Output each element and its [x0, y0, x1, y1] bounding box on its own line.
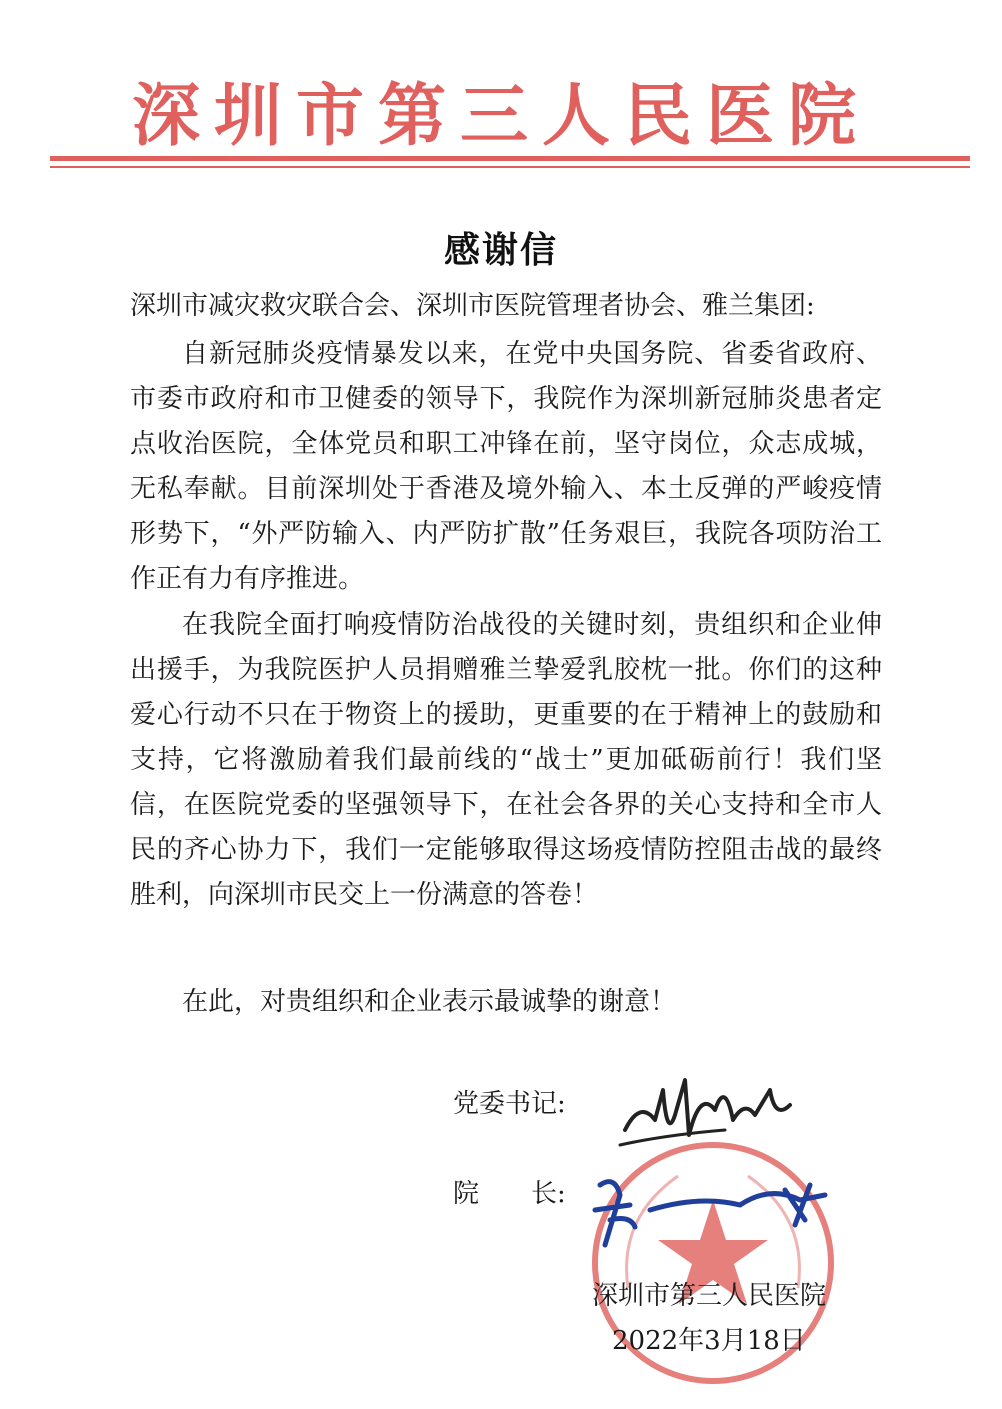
- issue-date: 2022年3月18日: [612, 1326, 806, 1356]
- issuer-name: 深圳市第三人民医院: [592, 1281, 827, 1311]
- paragraph-3: 在此，对贵组织和企业表示最诚挚的谢意！: [182, 987, 677, 1017]
- party-secretary-signature: [605, 1060, 805, 1160]
- letter-title: 感谢信: [443, 230, 558, 271]
- paragraph-1: 自新冠肺炎疫情暴发以来，在党中央国务院、省委省政府、市委市政府和市卫健委的领导下，我院作为深圳新冠肺炎患者定点收治医院，全体党员和职工冲锋在前，坚守岗位，众志成城，无私奉献。目前深圳处于香港及境外输入、本土反弹的严峻疫情形势下，“外严防输入、内严防扩散”任务艰巨，我院各项防治工作正有力有序推进。: [130, 339, 882, 594]
- letterhead-rule-thin: [50, 166, 970, 168]
- president-signature: [590, 1165, 840, 1255]
- paragraph-2: 在我院全面打响疫情防治战役的关键时刻，贵组织和企业伸出援手，为我院医护人员捐赠雅兰挚爱乳胶枕一批。你们的这种爱心行动不只在于物资上的援助，更重要的在于精神上的鼓励和支持，它将激励着我们最前线的“战士”更加砥砺前行！我们坚信，在医院党委的坚强领导下，在社会各界的关心支持和全市人民的齐心协力下，我们一定能够取得这场疫情防控阻击战的最终胜利，向深圳市民交上一份满意的答卷！: [130, 610, 882, 910]
- party-secretary-label: 党委书记:: [453, 1089, 566, 1119]
- letterhead-rule-thick: [50, 156, 970, 161]
- letterhead-title: 深圳市第三人民医院: [131, 77, 870, 156]
- salutation: 深圳市减灾救灾联合会、深圳市医院管理者协会、雅兰集团:: [130, 291, 815, 321]
- president-label: 院 长:: [453, 1179, 566, 1209]
